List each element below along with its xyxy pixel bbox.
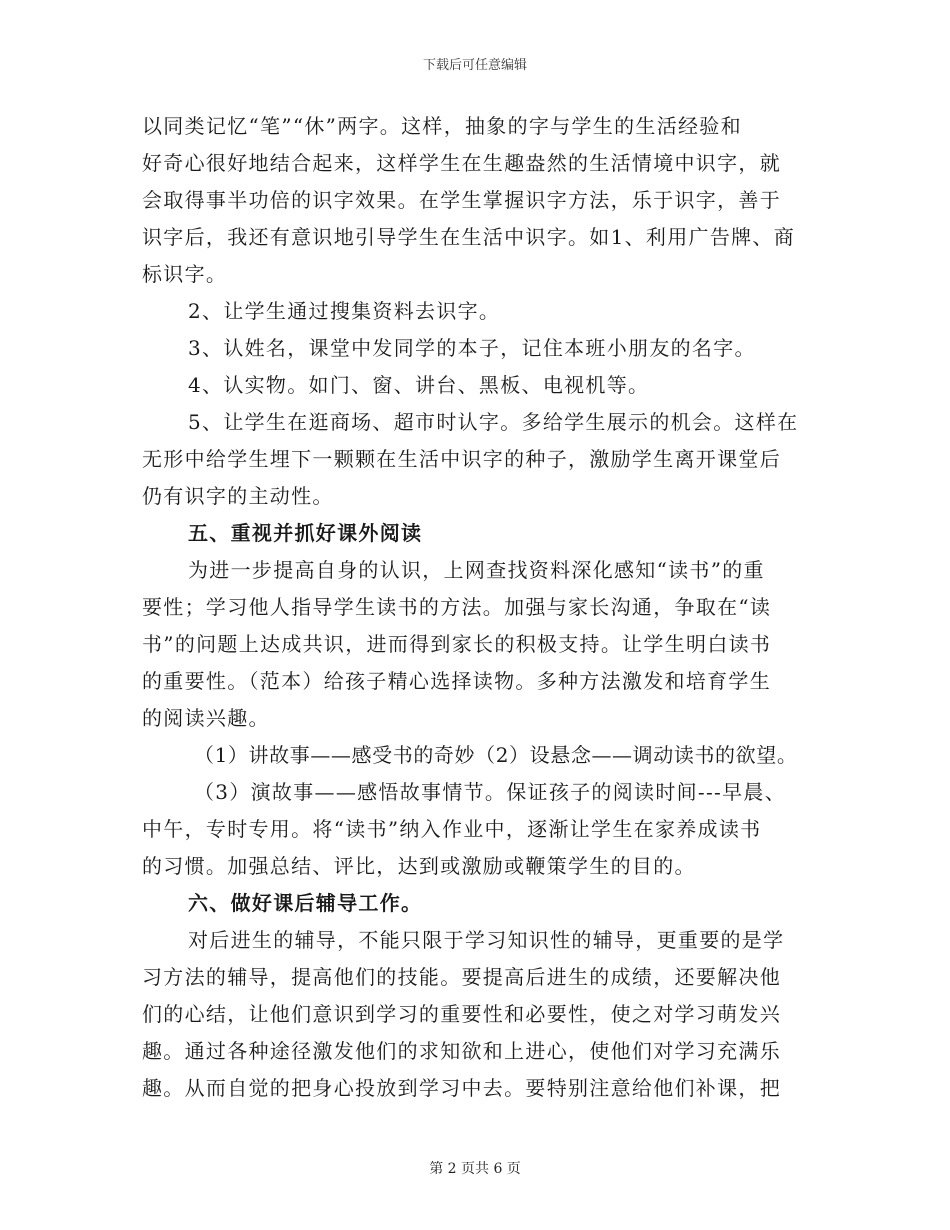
text-line: 们的心结，让他们意识到学习的重要性和必要性，使之对学习萌发兴 — [142, 1002, 781, 1026]
list-item: 3、认姓名，课堂中发同学的本子，记住本班小朋友的名字。 — [188, 336, 756, 360]
text-line: 仍有识字的主动性。 — [142, 484, 334, 508]
text-line: 的习惯。加强总结、评比，达到或激励或鞭策学生的目的。 — [142, 854, 696, 878]
text-line: 趣。通过各种途径激发他们的求知欲和上进心，使他们对学习充满乐 — [142, 1039, 781, 1063]
list-item: 5、让学生在逛商场、超市时认字。多给学生展示的机会。这样在 — [188, 410, 799, 434]
text-line: 无形中给学生埋下一颗颗在生活中识字的种子，激励学生离开课堂后 — [142, 447, 781, 471]
text-line: 好奇心很好地结合起来，这样学生在生趣盎然的生活情境中识字，就 — [142, 151, 781, 175]
text-line: 要性；学习他人指导学生读书的方法。加强与家长沟通，争取在“读 — [142, 595, 772, 619]
list-item: （1）讲故事——感受书的奇妙（2）设悬念——调动读书的欲望。 — [194, 743, 798, 767]
text-line: 以同类记忆“笔”“休”两字。这样，抽象的字与学生的生活经验和 — [142, 114, 742, 138]
list-item: 4、认实物。如门、窗、讲台、黑板、电视机等。 — [188, 373, 650, 397]
text-line: 的重要性。（范本）给孩子精心选择读物。多种方法激发和培育学生 — [142, 669, 771, 693]
text-line: 为进一步提高自身的认识，上网查找资料深化感知“读书”的重 — [188, 558, 765, 582]
section-heading: 六、做好课后辅导工作。 — [188, 891, 423, 915]
text-line: 中午，专时专用。将“读书”纳入作业中，逐渐让学生在家养成读书 — [142, 817, 762, 841]
page-footer: 第 2 页共 6 页 — [429, 1161, 521, 1177]
page-header: 下载后可任意编辑 — [422, 58, 527, 73]
text-line: 习方法的辅导，提高他们的技能。要提高后进生的成绩，还要解决他 — [142, 965, 781, 989]
text-line: 标识字。 — [142, 262, 228, 286]
text-line: 书”的问题上达成共识，进而得到家长的积极支持。让学生明白读书 — [142, 632, 772, 656]
list-item: （3）演故事——感悟故事情节。保证孩子的阅读时间---早晨、 — [194, 780, 786, 804]
text-line: 会取得事半功倍的识字效果。在学生掌握识字方法，乐于识字，善于 — [142, 188, 781, 212]
document-body — [142, 108, 812, 1107]
text-line: 对后进生的辅导，不能只限于学习知识性的辅导，更重要的是学 — [188, 928, 785, 952]
section-heading: 五、重视并抓好课外阅读 — [188, 521, 423, 545]
text-line: 的阅读兴趣。 — [142, 706, 270, 730]
list-item: 2、让学生通过搜集资料去识字。 — [188, 299, 501, 323]
text-line: 趣。从而自觉的把身心投放到学习中去。要特别注意给他们补课，把 — [142, 1076, 781, 1100]
text-line: 识字后，我还有意识地引导学生在生活中识字。如1、利用广告牌、商 — [142, 225, 796, 249]
